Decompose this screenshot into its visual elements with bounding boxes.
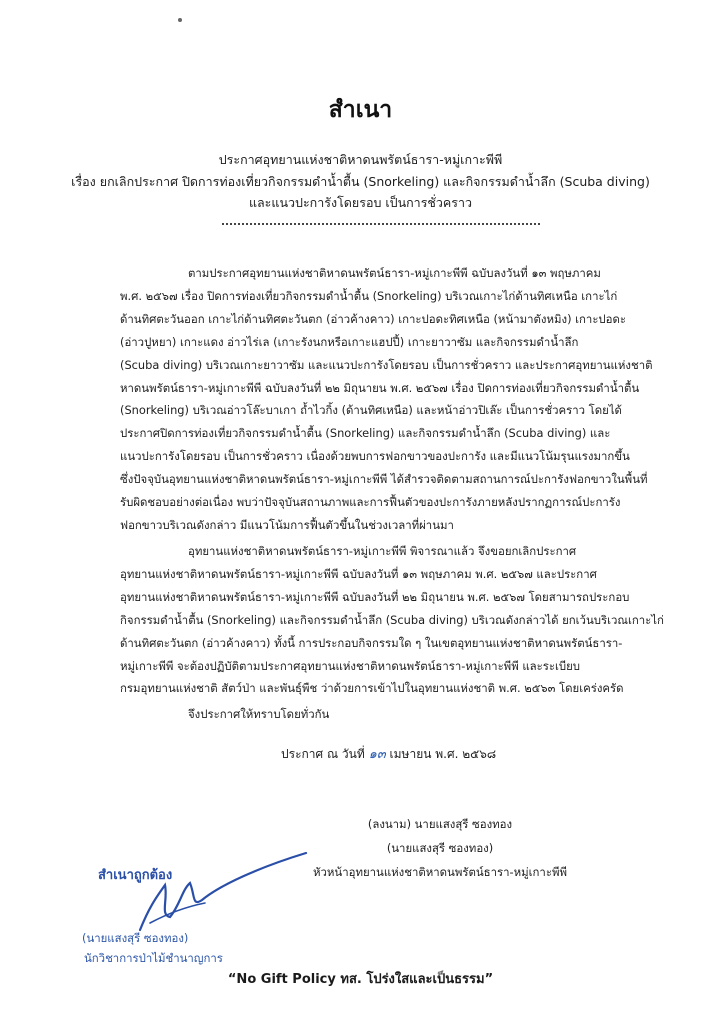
no-gift-policy: “No Gift Policy ทส. โปร่งใสและเป็นธรรม”: [227, 972, 494, 987]
paragraph-line: (อ่าวปูหยา) เกาะแดง อ่าวไร่เล (เกาะรังนกหรือเกาะแฮปปี้) เกาะยาวาซัม และกิจกรรมดำน้ำลึก: [120, 334, 579, 349]
paragraph-line: อุทยานแห่งชาติหาดนพรัตน์ธารา-หมู่เกาะพีพี ฉบับลงวันที่ ๒๒ มิถุนายน พ.ศ. ๒๕๖๗ โดยสามารถประกอบ: [120, 589, 630, 604]
announcement-heading: ประกาศอุทยานแห่งชาติหาดนพรัตน์ธารา-หมู่เกาะพีพี: [218, 152, 503, 167]
copy-title: สำเนา: [328, 97, 393, 123]
paragraph-line: ซึ่งปัจจุบันอุทยานแห่งชาติหาดนพรัตน์ธารา-หมู่เกาะพีพี ได้สำรวจติดตามสถานการณ์ปะการังฟอกขาวในพื้นที่: [120, 472, 648, 487]
signatory-name: (นายแสงสุรี ซองทอง): [386, 841, 494, 855]
paragraph-line: อุทยานแห่งชาติหาดนพรัตน์ธารา-หมู่เกาะพีพี พิจารณาแล้ว จึงขอยกเลิกประกาศ: [188, 544, 577, 558]
dotted-divider: [222, 223, 540, 225]
certifier-name: (นายแสงสุรี ซองทอง): [82, 931, 189, 945]
paragraph-line: รับผิดชอบอย่างต่อเนื่อง พบว่าปัจจุบันสถานภาพและการฟื้นตัวของปะการังภายหลังปรากฏการณ์ปะการัง: [120, 495, 621, 510]
paragraph-line: พ.ศ. ๒๕๖๗ เรื่อง ปิดการท่องเที่ยวกิจกรรมดำน้ำตื้น (Snorkeling) บริเวณเกาะไก่ด้านทิศเหนือ เกาะไก่: [120, 288, 618, 303]
handwritten-signature: [110, 845, 310, 935]
announcement-subject: เรื่อง ยกเลิกประกาศ ปิดการท่องเที่ยวกิจกรรมดำน้ำตื้น (Snorkeling) และกิจกรรมดำน้ำลึก (Scuba diving): [71, 174, 650, 189]
certifier-position: นักวิชาการป่าไม้ชำนาญการ: [84, 951, 223, 965]
paragraph-line: หมู่เกาะพีพี จะต้องปฏิบัติตามประกาศอุทยานแห่งชาติหาดนพรัตน์ธารา-หมู่เกาะพีพี และระเบียบ: [120, 658, 581, 673]
paragraph-line: ด้านทิศตะวันตก (อ่าวค้างคาว) ทั้งนี้ การประกอบกิจกรรมใด ๆ ในเขตอุทยานแห่งชาติหาดนพรัตน์ธารา-: [120, 635, 623, 650]
paragraph-line: หาดนพรัตน์ธารา-หมู่เกาะพีพี ฉบับลงวันที่ ๒๒ มิถุนายน พ.ศ. ๒๕๖๗ เรื่อง ปิดการท่องเที่ยวกิจกรรมดำน้ำตื้น: [120, 380, 640, 395]
declaration-day: ๑๓: [368, 747, 386, 762]
signatory-position: หัวหน้าอุทยานแห่งชาติหาดนพรัตน์ธารา-หมู่เกาะพีพี: [313, 865, 567, 879]
signatory-block: [290, 812, 590, 884]
paragraph-1: [120, 262, 653, 537]
declaration-prefix: ประกาศ ณ วันที่: [281, 747, 365, 761]
paragraph-line: ตามประกาศอุทยานแห่งชาติหาดนพรัตน์ธารา-หมู่เกาะพีพี ฉบับลงวันที่ ๑๓ พฤษภาคม: [188, 266, 601, 280]
declaration-suffix: เมษายน พ.ศ. ๒๕๖๘: [389, 747, 497, 761]
signatory-signed: (ลงนาม) นายแสงสุรี ซองทอง: [367, 817, 513, 831]
paragraph-line: ด้านทิศตะวันออก เกาะไก่ด้านทิศตะวันตก (อ่าวค้างคาว) เกาะปอดะทิศเหนือ (หน้ามาตังหมิง) เกาะปอดะ: [120, 311, 627, 326]
paragraph-line: แนวปะการังโดยรอบ เป็นการชั่วคราว เนื่องด้วยพบการฟอกขาวของปะการัง และมีแนวโน้มรุนแรงมากขึ้น: [120, 449, 630, 464]
scan-speck: [178, 18, 182, 22]
paragraph-line: กิจกรรมดำน้ำตื้น (Snorkeling) และกิจกรรมดำน้ำลึก (Scuba diving) บริเวณดังกล่าวได้ ยกเว้นบริเวณเกาะไก่: [120, 612, 664, 627]
certified-copy-label: สำเนาถูกต้อง: [98, 868, 173, 883]
paragraph-line: จึงประกาศให้ทราบโดยทั่วกัน: [188, 707, 330, 721]
paragraph-2: [120, 540, 664, 700]
paragraph-line: ฟอกขาวบริเวณดังกล่าว มีแนวโน้มการฟื้นตัวขึ้นในช่วงเวลาที่ผ่านมา: [120, 517, 454, 532]
paragraph-3: [120, 703, 636, 726]
declaration-date: [281, 743, 496, 764]
paragraph-line: กรมอุทยานแห่งชาติ สัตว์ป่า และพันธุ์พืช ว่าด้วยการเข้าไปในอุทยานแห่งชาติ พ.ศ. ๒๕๖๓ โดยเคร่งครัด: [120, 681, 624, 696]
paragraph-line: (Snorkeling) บริเวณอ่าวโล๊ะบาเกา ถ้ำไวกิ้ง (ด้านทิศเหนือ) และหน้าอ่าวปิเล๊ะ เป็นการชั่วคราว โดยได้: [120, 403, 622, 418]
paragraph-line: อุทยานแห่งชาติหาดนพรัตน์ธารา-หมู่เกาะพีพี ฉบับลงวันที่ ๑๓ พฤษภาคม พ.ศ. ๒๕๖๗ และประกาศ: [120, 566, 597, 581]
announcement-subject-cont: และแนวปะการังโดยรอบ เป็นการชั่วคราว: [248, 195, 473, 210]
paragraph-line: ประกาศปิดการท่องเที่ยวกิจกรรมดำน้ำตื้น (Snorkeling) และกิจกรรมดำน้ำลึก (Scuba diving) และ: [120, 426, 611, 441]
paragraph-line: (Scuba diving) บริเวณเกาะยาวาซัม และแนวปะการังโดยรอบ เป็นการชั่วคราว และประกาศอุทยานแห่งชาติ: [120, 357, 653, 372]
